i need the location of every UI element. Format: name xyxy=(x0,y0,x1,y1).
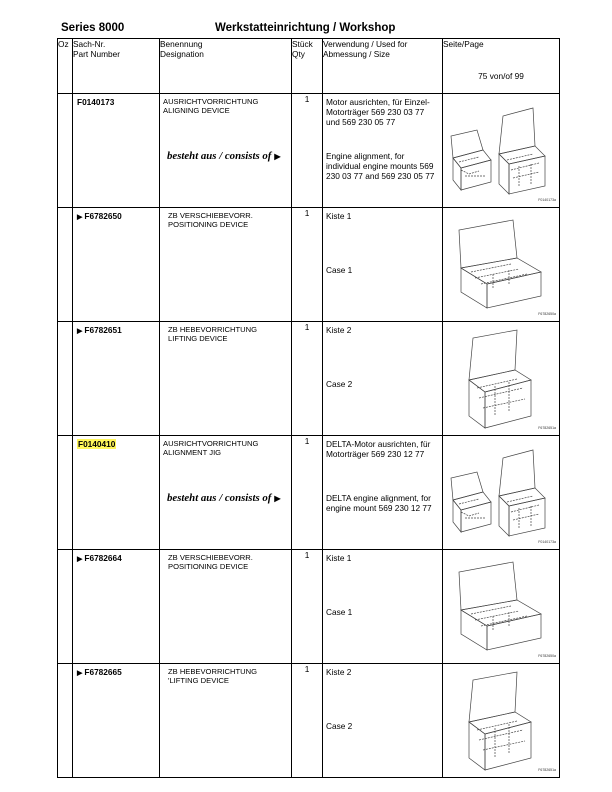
quantity: 1 xyxy=(292,208,323,322)
quantity: 1 xyxy=(292,94,323,208)
flat-box-icon xyxy=(447,554,555,659)
triangle-right-icon: ▶ xyxy=(274,152,281,161)
tall-box-icon xyxy=(447,326,555,431)
oz-cell xyxy=(58,550,73,664)
col-used-for: Verwendung / Used for Abmessung / Size xyxy=(323,39,443,94)
col-part-number: Sach-Nr. Part Number xyxy=(73,39,160,94)
oz-cell xyxy=(58,94,73,208)
table-row xyxy=(58,550,560,664)
table-row xyxy=(58,664,560,778)
page-label: Seite/Page xyxy=(443,39,484,49)
quantity: 1 xyxy=(292,664,323,778)
consists-of-label: besteht aus / consists of ▶ xyxy=(167,492,281,504)
oz-cell xyxy=(58,208,73,322)
arrow-right-icon: ▶ xyxy=(77,214,83,221)
flat-box-icon xyxy=(447,212,555,317)
page-title: Werkstatteinrichtung / Workshop xyxy=(215,22,396,34)
arrow-right-icon: ▶ xyxy=(77,670,83,677)
col-qty: Stück Qty xyxy=(292,39,323,94)
table-header xyxy=(58,39,560,94)
part-number[interactable]: ▶ F6782651 xyxy=(77,325,122,335)
designation: ZB VERSCHIEBEVORR. POSITIONING DEVICE xyxy=(168,211,253,229)
quantity: 1 xyxy=(292,550,323,664)
designation: AUSRICHTVORRICHTUNG ALIGNING DEVICE xyxy=(163,97,259,115)
used-for-en: DELTA engine alignment, for engine mount 569 230 12 77 xyxy=(326,493,432,513)
oz-cell xyxy=(58,322,73,436)
image-code: F6782651a xyxy=(538,768,556,772)
used-for-en: Engine alignment, for individual engine mounts 569 230 03 77 and 569 230 05 77 xyxy=(326,151,435,181)
part-number[interactable]: ▶ F6782650 xyxy=(77,211,122,221)
used-for-en: Case 2 xyxy=(326,379,353,389)
image-code: F0140173a xyxy=(538,198,556,202)
consists-of-label: besteht aus / consists of ▶ xyxy=(167,150,281,162)
quantity: 1 xyxy=(292,322,323,436)
col-page xyxy=(443,39,560,94)
image-code: F0140173a xyxy=(538,540,556,544)
col-designation: Benennung Designation xyxy=(160,39,292,94)
image-code: F6782650a xyxy=(538,312,556,316)
image-code: F6782650a xyxy=(538,654,556,658)
oz-cell xyxy=(58,436,73,550)
quantity: 1 xyxy=(292,436,323,550)
tall-box-icon xyxy=(447,668,555,773)
table-row xyxy=(58,208,560,322)
part-number[interactable]: F0140410 xyxy=(78,439,116,449)
two-boxes-icon xyxy=(447,440,555,545)
table-row xyxy=(58,322,560,436)
two-boxes-icon xyxy=(447,98,555,203)
used-for-en: Case 1 xyxy=(326,265,353,275)
arrow-right-icon: ▶ xyxy=(77,328,83,335)
arrow-right-icon: ▶ xyxy=(77,556,83,563)
used-for-en: Case 2 xyxy=(326,721,353,731)
used-for-de: Kiste 1 xyxy=(326,211,352,221)
part-number[interactable]: F0140173 xyxy=(77,97,115,107)
part-number[interactable]: ▶ F6782665 xyxy=(77,667,122,677)
designation: AUSRICHTVORRICHTUNG ALIGNMENT JIG xyxy=(163,439,259,457)
table-row xyxy=(58,94,560,208)
parts-table xyxy=(57,38,560,778)
used-for-de: Kiste 1 xyxy=(326,553,352,563)
used-for-de: Kiste 2 xyxy=(326,325,352,335)
used-for-en: Case 1 xyxy=(326,607,353,617)
part-number[interactable]: ▶ F6782664 xyxy=(77,553,122,563)
used-for-de: Kiste 2 xyxy=(326,667,352,677)
used-for-de: DELTA-Motor ausrichten, für Motorträger 569 230 12 77 xyxy=(326,439,431,459)
designation: ZB HEBEVORRICHTUNG 'LIFTING DEVICE xyxy=(168,667,258,685)
image-code: F6782651a xyxy=(538,426,556,430)
oz-cell xyxy=(58,664,73,778)
used-for-de: Motor ausrichten, für Einzel-Motorträger 569 230 03 77 und 569 230 05 77 xyxy=(326,97,430,127)
series-label: Series 8000 xyxy=(61,22,125,34)
page-count: 75 von/of 99 xyxy=(478,71,524,81)
table-row xyxy=(58,436,560,550)
triangle-right-icon: ▶ xyxy=(274,494,281,503)
col-oz: Oz xyxy=(58,39,73,94)
designation: ZB HEBEVORRICHTUNG LIFTING DEVICE xyxy=(168,325,258,343)
designation: ZB VERSCHIEBEVORR. POSITIONING DEVICE xyxy=(168,553,253,571)
